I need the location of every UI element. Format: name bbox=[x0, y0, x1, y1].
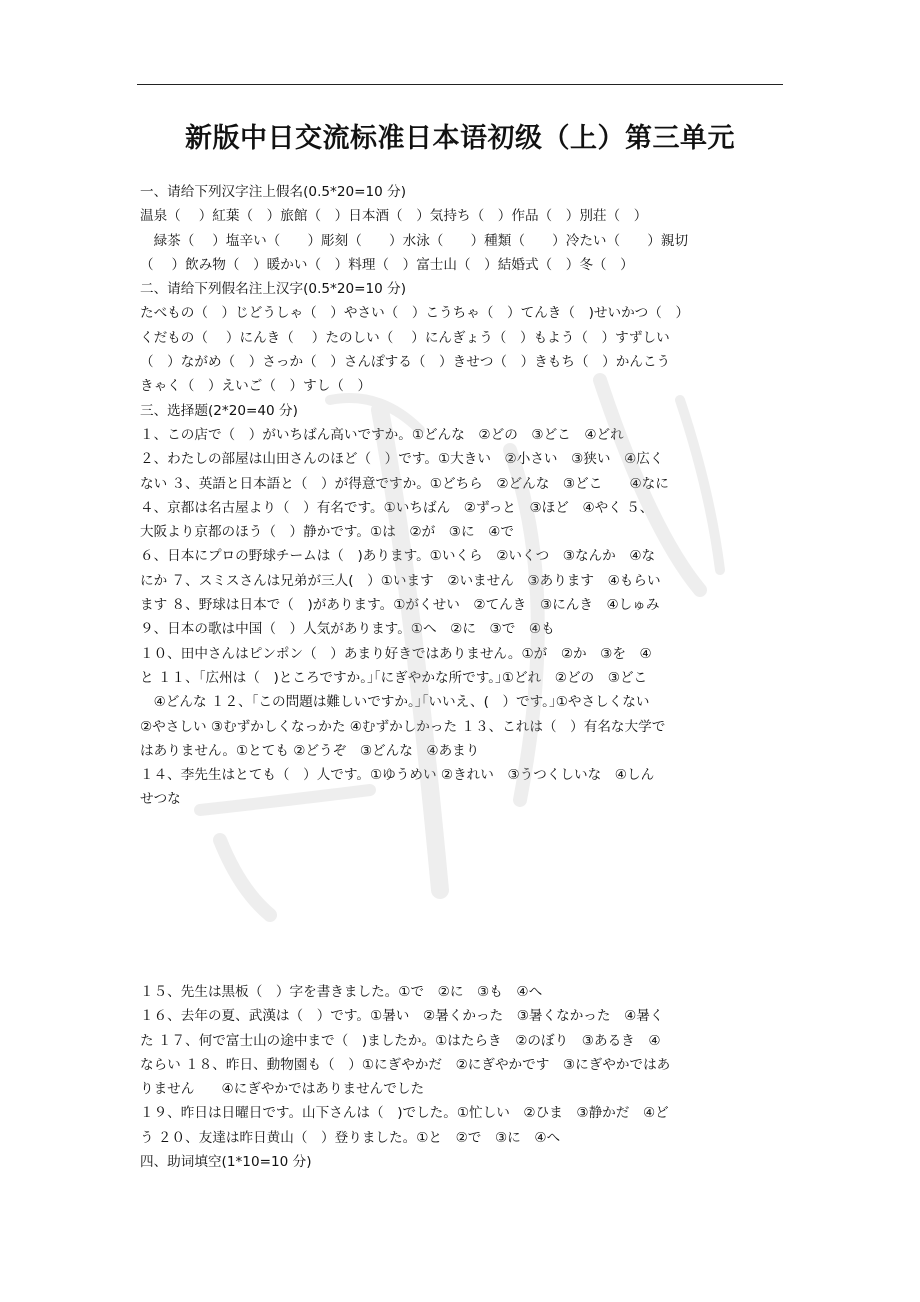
question-line: １０、田中さんはピンポン（ ）あまり好きではありません。①が ②か ③を ④ bbox=[140, 645, 652, 662]
question-line: はありません。①とても ②どうぞ ③どんな ④あまり bbox=[140, 742, 480, 759]
question-line: 大阪より京都のほう（ ）静かです。①は ②が ③に ④で bbox=[140, 524, 514, 541]
question-line: にか ７、スミスさんは兄弟が三人( ）①います ②いません ③あります ④もらい bbox=[140, 572, 661, 589]
question-line: １５、先生は黒板（ ）字を書きました。①で ②に ③も ④へ bbox=[140, 984, 543, 1000]
section-heading-2: 二、请给下列假名注上汉字(0.5*20=10 分) bbox=[140, 281, 407, 298]
question-line: う ２０、友達は昨日黄山（ ）登りました。①と ②で ③に ④へ bbox=[140, 1129, 561, 1146]
text-line: たべもの（ ）じどうしゃ（ ）やさい（ ）こうちゃ（ ）てんき（ )せいかつ（ ） bbox=[140, 305, 690, 322]
question-line: た １７、何で富士山の途中まで（ )ましたか。①はたらき ②のぼり ③あるき ④ bbox=[140, 1032, 661, 1049]
header-rule bbox=[137, 84, 783, 85]
question-line: １、この店で（ ）がいちばん高いですか。①どんな ②どの ③どこ ④どれ bbox=[140, 426, 624, 443]
question-line: １６、去年の夏、武漢は（ ）です。①暑い ②暑くかった ③暑くなかった ④暑く bbox=[140, 1008, 664, 1025]
text-line: きゃく（ ）えいご（ ）すし（ ） bbox=[140, 378, 372, 395]
question-line: ならい １８、昨日、動物園も（ ）①にぎやかだ ②にぎやかです ③にぎやかではあ bbox=[140, 1056, 671, 1073]
question-line: ９、日本の歌は中国（ ）人気があります。①へ ②に ③で ④も bbox=[140, 621, 555, 638]
question-line: ６、日本にプロの野球チームは（ )あります。①いくら ②いくつ ③なんか ④な bbox=[140, 548, 656, 565]
text-line: （ ）ながめ（ ）さっか（ ）さんぽする（ ）きせつ（ ）きもち（ ）かんこう bbox=[140, 354, 671, 371]
question-line: ２、わたしの部屋は山田さんのほど（ ）です。①大きい ②小さい ③狭い ④広く bbox=[140, 451, 664, 468]
question-line: りません ④にぎやかではありませんでした bbox=[140, 1081, 425, 1098]
text-line: （ ）飲み物（ ）暖かい（ ）料理（ ）富士山（ ）結婚式（ ）冬（ ） bbox=[140, 256, 634, 273]
text-line: 緑茶（ ）塩辛い（ ）彫刻（ ）水泳（ ）種類（ ）冷たい（ ）親切 bbox=[140, 232, 689, 249]
question-line: ４、京都は名古屋より（ ）有名です。①いちばん ②ずっと ③ほど ④やく ５、 bbox=[140, 499, 654, 516]
question-line: ②やさしい ③むずかしくなっかた ④むずかしかった １３、これは（ ）有名な大学で bbox=[140, 718, 666, 735]
question-line: １４、李先生はとても（ ）人です。①ゆうめい ②きれい ③うつくしいな ④しん bbox=[140, 767, 655, 784]
question-line: １９、昨日は日曜日です。山下さんは（ )でした。①忙しい ②ひま ③静かだ ④ど bbox=[140, 1105, 669, 1122]
exercise-block-bottom bbox=[140, 980, 790, 1174]
question-line: ます ８、野球は日本で（ )があります。①がくせい ②てんき ③にんき ④しゅみ bbox=[140, 597, 660, 614]
question-line: と １１、｢広州は（ )ところですか。｣｢にぎやかな所です。｣①どれ ②どの ③どこ bbox=[140, 669, 648, 686]
question-line: ない ３、英語と日本語と（ ）が得意ですか。①どちら ②どんな ③どこ ④なに bbox=[140, 475, 669, 492]
section-heading-1: 一、请给下列汉字注上假名(0.5*20=10 分) bbox=[140, 184, 407, 200]
question-line: ④どんな １２、｢この問題は難しいですか。｣｢いいえ、( ）です。｣①やさしくない bbox=[140, 694, 650, 711]
question-line: せつな bbox=[140, 791, 181, 808]
exercise-block-top bbox=[140, 180, 790, 812]
section-heading-4: 四、助词填空(1*10=10 分) bbox=[140, 1154, 312, 1171]
text-line: くだもの（ ）にんき（ ）たのしい（ ）にんぎょう（ ）もよう（ ）すずしい bbox=[140, 329, 670, 346]
section-heading-3: 三、选择题(2*20=40 分) bbox=[140, 402, 298, 419]
text-line: 温泉（ ）紅葉（ ）旅館（ ）日本酒（ ）気持ち（ ）作品（ ）別荘（ ） bbox=[140, 208, 648, 225]
document-title: 新版中日交流标准日本语初级（上）第三单元 bbox=[185, 123, 735, 154]
